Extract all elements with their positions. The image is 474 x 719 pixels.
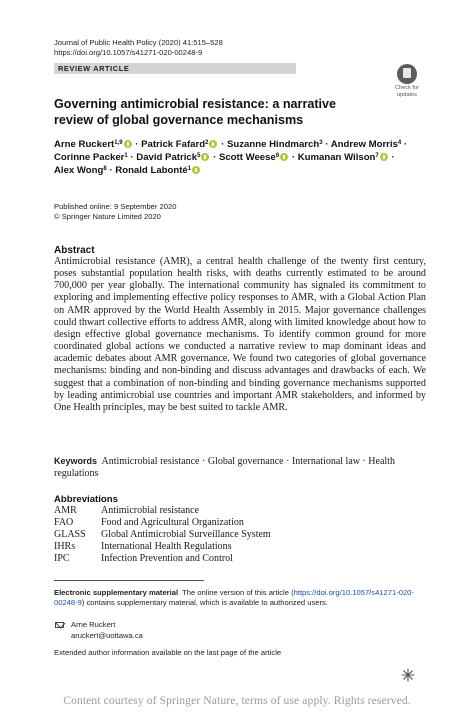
- abbreviation-row: [54, 541, 232, 553]
- abbreviations-heading: Abbreviations: [54, 494, 118, 505]
- abbreviation-row: [54, 553, 233, 565]
- author-name[interactable]: Alex Wong: [54, 165, 104, 176]
- author-name[interactable]: Suzanne Hindmarch: [227, 139, 320, 150]
- keywords-text: Antimicrobial resistance · Global governance · International law · Health regulations: [54, 456, 395, 479]
- orcid-icon[interactable]: [124, 140, 132, 148]
- abbreviation-definition: Global Antimicrobial Surveillance System: [101, 529, 271, 540]
- orcid-icon[interactable]: [380, 153, 388, 161]
- supplementary-text-before: The online version of this article (: [182, 588, 294, 597]
- extended-author-note: Extended author information available on the last page of the article: [54, 648, 282, 657]
- abbreviation-row: [54, 529, 271, 541]
- abbreviation-definition: Food and Agricultural Organization: [101, 517, 244, 528]
- journal-header: [54, 38, 223, 58]
- author-affiliation: 1: [187, 166, 192, 172]
- author-name[interactable]: Kumanan Wilson: [297, 152, 376, 163]
- springer-horse-icon: [401, 668, 415, 682]
- abbreviation-term: AMR: [54, 505, 77, 516]
- abbreviation-definition: Antimicrobial resistance: [101, 505, 200, 516]
- author-name[interactable]: Patrick Fafard: [141, 139, 206, 150]
- abbreviation-term: IPC: [54, 553, 70, 564]
- author-affiliation: 7: [375, 153, 379, 159]
- author-name[interactable]: Scott Weese: [218, 152, 276, 163]
- abbreviation-row: [54, 505, 199, 517]
- author-list: Arne Ruckert$^{1,9}$ · Patrick Fafard$^2$ · Suzanne Hindmarch$^3$ · Andrew Morris$^4$ · Corinne Packer$^1$ · David Patrick$^5$ · Scott Weese$^6$ · Kumanan Wilson$^7$ · Alex Wong$^8$ · Ronald Labonté$^1$: [54, 139, 408, 176]
- badge-line-1: Check for: [395, 85, 419, 91]
- contact-email[interactable]: aruckert@uottawa.ca: [71, 631, 143, 640]
- orcid-icon[interactable]: [201, 153, 209, 161]
- check-for-updates-badge[interactable]: [388, 64, 426, 102]
- author-affiliation: 5: [197, 153, 201, 159]
- author-affiliation: 4: [397, 140, 402, 146]
- publication-info: [54, 202, 176, 222]
- envelope-icon: [55, 622, 64, 628]
- abstract-heading: Abstract: [54, 245, 95, 256]
- supplementary-link[interactable]: https://doi.org/10.1057/s41271-020-00248-9: [54, 588, 414, 607]
- abbreviation-term: GLASS: [54, 529, 86, 540]
- abbreviation-definition: International Health Regulations: [101, 541, 232, 552]
- abbreviation-term: FAO: [54, 517, 74, 528]
- supplementary-text-after: ) contains supplementary material, which is available to authorized users.: [81, 598, 328, 607]
- badge-line-2: updates: [397, 91, 417, 98]
- author-name[interactable]: Andrew Morris: [330, 139, 398, 150]
- abstract-text: Antimicrobial resistance (AMR), a central health challenge of the twenty first century, poses substantial population health risks, with deaths currently estimated to be around 700,000 per year globally. The international community has signaled its commitment to exploring and implementing effective policy responses to AMR, with a Global Action Plan on AMR approved by the World Health Assembly in 2015. Major governance challenges could thwart collective efforts to address AMR, along with limited knowledge about how to design effective global governance mechanisms. To identify common ground for more coordinated global actions we conducted a narrative review to map dominant ideas and academic debates about AMR governance. We found two categories of global governance mechanisms: binding and non-binding and discuss advantages and drawbacks of each. We suggest that a combination of non-binding and binding governance mechanisms supported by leading antimicrobial use countries and important AMR stakeholders, and informed by One Health principles, may be best suited to tackle AMR.: [54, 256, 426, 413]
- author-name[interactable]: Arne Ruckert: [54, 139, 115, 150]
- author-name[interactable]: Corinne Packer: [54, 152, 125, 163]
- footer-notice: Content courtesy of Springer Nature, terms of use apply. Rights reserved.: [63, 694, 411, 707]
- author-affiliation: 8: [103, 166, 107, 172]
- badge-text: [388, 85, 426, 98]
- keywords-label: Keywords: [54, 456, 98, 466]
- footnote-divider: [54, 580, 204, 581]
- supplementary-label: Electronic supplementary material: [54, 588, 179, 597]
- published-date: Published online: 9 September 2020: [54, 202, 177, 211]
- author-affiliation: 1: [124, 153, 128, 159]
- article-title: Governing antimicrobial resistance: a narrative review of global governance mechanisms: [54, 97, 337, 127]
- doi-text[interactable]: https://doi.org/10.1057/s41271-020-00248-9: [54, 48, 203, 57]
- author-name[interactable]: David Patrick: [136, 152, 198, 163]
- author-name[interactable]: Ronald Labonté: [115, 165, 188, 176]
- journal-citation: Journal of Public Health Policy (2020) 41:515–528: [54, 38, 223, 47]
- author-affiliation: 1,9: [114, 140, 123, 146]
- contact-name: Arne Ruckert: [71, 620, 116, 629]
- abbreviation-row: [54, 517, 244, 529]
- article-type-label: REVIEW ARTICLE: [58, 64, 130, 73]
- abbreviation-term: IHRs: [54, 541, 76, 552]
- supplementary-note: [54, 588, 426, 608]
- author-affiliation: 6: [275, 153, 280, 159]
- abbreviation-definition: Infection Prevention and Control: [101, 553, 233, 564]
- orcid-icon[interactable]: [280, 153, 288, 161]
- author-affiliation: 2: [205, 140, 209, 146]
- copyright: © Springer Nature Limited 2020: [54, 212, 161, 221]
- keywords: [54, 455, 426, 480]
- author-affiliation: 3: [319, 140, 323, 146]
- orcid-icon[interactable]: [209, 140, 217, 148]
- check-updates-icon: [397, 64, 417, 84]
- orcid-icon[interactable]: [192, 166, 200, 174]
